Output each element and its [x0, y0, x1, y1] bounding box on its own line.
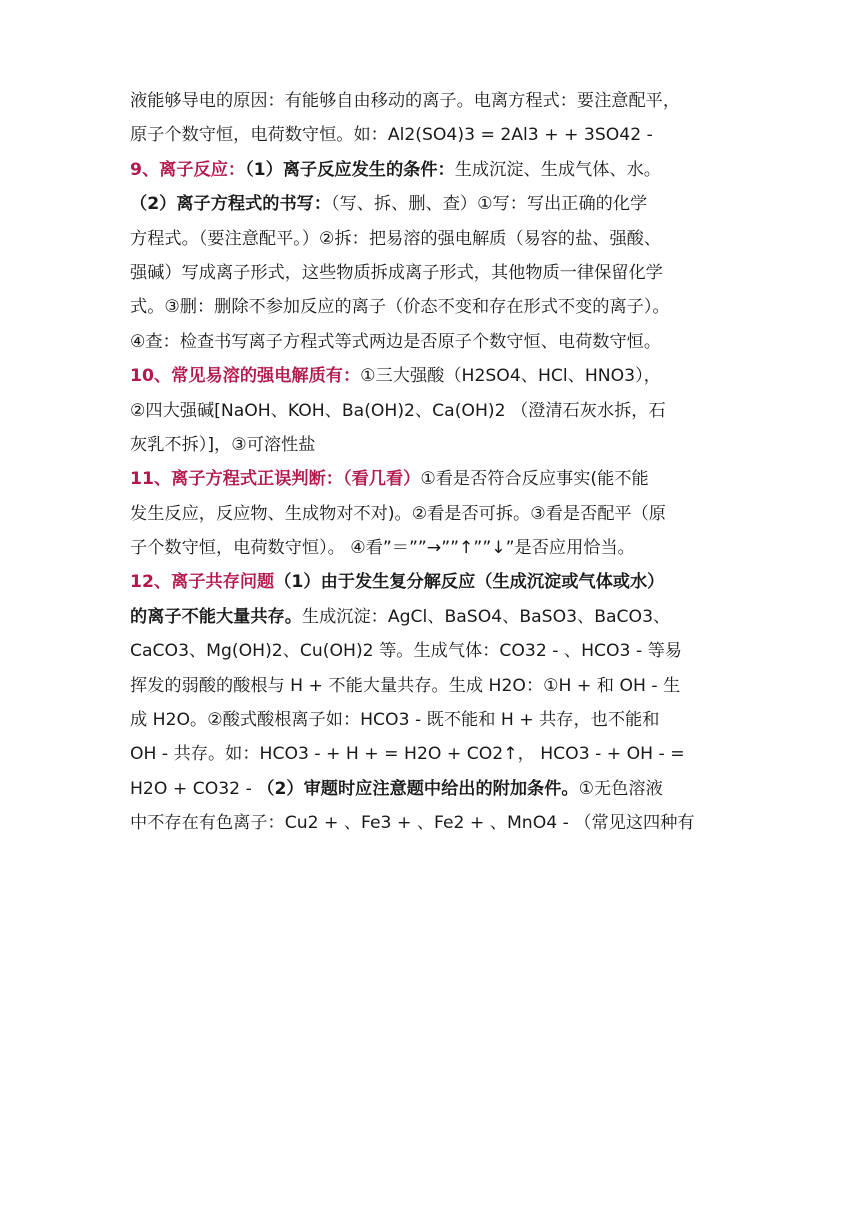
text-line	[130, 806, 736, 840]
text-span: 灰乳不拆）]，③可溶性盐	[130, 434, 316, 455]
text-line	[130, 222, 736, 256]
section-12-heading-line	[130, 565, 736, 599]
text-line	[130, 703, 736, 737]
text-span: ①三大强酸（H2SO4、HCl、HNO3），	[360, 366, 661, 387]
text-span: 发生反应，反应物、生成物对不对)。②看是否可拆。③看是否配平（原	[130, 503, 666, 524]
section-11-heading-line	[130, 462, 736, 496]
text-line	[130, 394, 736, 428]
text-span: 成 H2O。②酸式酸根离子如：HCO3 - 既不能和 H + 共存，也不能和	[130, 710, 660, 731]
text-line	[130, 634, 736, 668]
text-span: 强碱）写成离子形式，这些物质拆成离子形式，其他物质一律保留化学	[130, 262, 663, 283]
text-line	[130, 428, 736, 462]
text-line	[130, 531, 736, 565]
text-span: CaCO3、Mg(OH)2、Cu(OH)2 等。生成气体：CO32 - 、HCO3 - 等易	[130, 641, 682, 662]
text-line	[130, 737, 736, 771]
text-span: 生成沉淀、生成气体、水。	[454, 159, 661, 180]
text-span: 挥发的弱酸的酸根与 H + 不能大量共存。生成 H2O：①H + 和 OH - 生	[130, 675, 681, 696]
section-9-heading-line	[130, 153, 736, 187]
text-line	[130, 118, 736, 152]
text-span: 中不存在有色离子：Cu2 + 、Fe3 + 、Fe2 + 、MnO4 - （常见这四种有	[130, 813, 695, 834]
text-line	[130, 84, 736, 118]
section-10-heading-line	[130, 359, 736, 393]
text-span: 原子个数守恒，电荷数守恒。如：Al2(SO4)3 = 2Al3 + + 3SO42 -	[130, 125, 653, 146]
text-span: ①无色溶液	[578, 778, 663, 799]
text-line	[130, 290, 736, 324]
text-span: ②四大强碱[NaOH、KOH、Ba(OH)2、Ca(OH)2 （澄清石灰水拆，石	[130, 400, 666, 421]
bold-subheading: （2）离子方程式的书写：	[130, 194, 332, 215]
text-span: OH - 共存。如：HCO3 - + H + = H2O + CO2↑， HCO3 - + OH - =	[130, 744, 685, 765]
section-heading: 11、离子方程式正误判断：（看几看）	[130, 469, 421, 490]
section-heading: 9、离子反应：	[130, 159, 246, 180]
text-line	[130, 497, 736, 531]
bold-subheading: 的离子不能大量共存。	[130, 606, 302, 627]
text-span: 子个数守恒，电荷数守恒）。 ④看”＝””→””↑””↓”是否应用恰当。	[130, 538, 635, 559]
bold-subheading: （1）离子反应发生的条件：	[245, 159, 455, 180]
bold-subheading: （2）审题时应注意题中给出的附加条件。	[257, 778, 579, 799]
section-heading: 10、常见易溶的强电解质有：	[130, 366, 361, 387]
text-line	[130, 325, 736, 359]
text-span: 式。③删：删除不参加反应的离子（价态不变和存在形式不变的离子）。	[130, 297, 670, 318]
section-heading: 12、离子共存问题	[130, 572, 275, 593]
text-line	[130, 600, 736, 634]
text-line	[130, 256, 736, 290]
text-span: ①看是否符合反应事实(能不能	[420, 469, 649, 490]
text-span: 液能够导电的原因：有能够自由移动的离子。电离方程式：要注意配平，	[130, 91, 681, 111]
bold-subheading: （1）由于发生复分解反应（生成沉淀或气体或水）	[274, 572, 665, 593]
text-line	[130, 187, 736, 221]
text-span: （写、拆、删、查）①写：写出正确的化学	[331, 194, 648, 215]
text-span: H2O + CO32 -	[130, 778, 258, 799]
text-line	[130, 669, 736, 703]
text-span: ④查：检查书写离子方程式等式两边是否原子个数守恒、电荷数守恒。	[130, 331, 662, 352]
text-span: 方程式。（要注意配平。）②拆：把易溶的强电解质（易容的盐、强酸、	[130, 228, 662, 249]
text-span: 生成沉淀：AgCl、BaSO4、BaSO3、BaCO3、	[301, 606, 671, 627]
text-line	[130, 772, 736, 806]
document-page	[130, 84, 736, 841]
